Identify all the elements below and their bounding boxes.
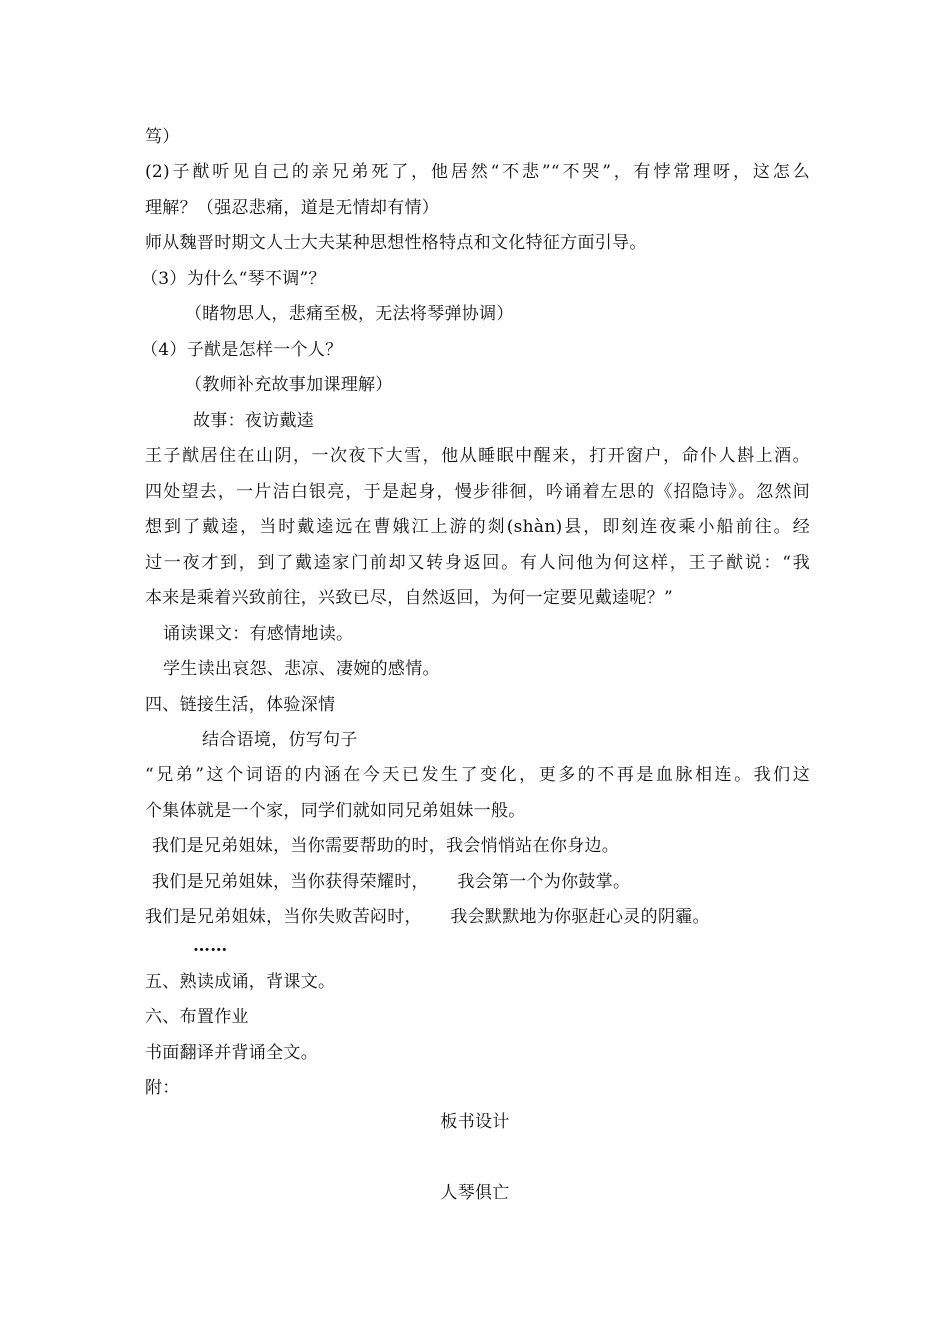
story-line: 本来是乘着兴致前往，兴致已尽，自然返回，为何一定要见戴逵呢？” (145, 588, 673, 608)
section-heading: 四、链接生活，体验深情 (145, 695, 336, 715)
answer-line: （睹物思人，悲痛至极，无法将琴弹协调） (185, 304, 514, 324)
story-line: 过一夜才到，到了戴逵家门前却又转身返回。有人问他为何这样，王子猷说：“我 (145, 553, 810, 573)
story-line: 四处望去，一片洁白银亮，于是起身，慢步徘徊，吟诵着左思的《招隐诗》。忽然间 (145, 482, 810, 502)
example-sentence: 我们是兄弟姐妹，当你需要帮助的时，我会悄悄站在你身边。 (152, 836, 620, 856)
board-design-title: 板书设计 (440, 1112, 510, 1132)
section-heading: 五、熟读成诵，背课文。 (145, 972, 336, 992)
story-title: 故事：夜访戴逵 (193, 411, 315, 431)
text-line: “兄弟”这个词语的内涵在今天已发生了变化，更多的不再是血脉相连。我们这 (145, 765, 810, 785)
text-line: 笃） (145, 127, 180, 147)
section-heading: 六、布置作业 (145, 1007, 249, 1027)
example-sentence: 我们是兄弟姐妹，当你失败苦闷时， 我会默默地为你驱赶心灵的阴霾。 (145, 907, 710, 927)
appendix-label: 附： (145, 1078, 180, 1098)
text-line: 诵读课文：有感情地读。 (163, 624, 354, 644)
text-line: 理解？（强忍悲痛，道是无情却有情） (145, 198, 440, 218)
text-line: 个集体就是一个家，同学们就如同兄弟姐妹一般。 (145, 801, 526, 821)
story-line: 想到了戴逵，当时戴逵远在曹娥江上游的剡(shàn)县，即刻连夜乘小船前往。经 (145, 517, 810, 537)
text-line: (2)子猷听见自己的亲兄弟死了，他居然“不悲”“不哭”，有悖常理呀，这怎么 (145, 162, 810, 182)
board-title: 人琴俱亡 (440, 1183, 510, 1203)
text-line: 学生读出哀怨、悲凉、凄婉的感情。 (163, 659, 440, 679)
story-line: 王子猷居住在山阴，一次夜下大雪，他从睡眠中醒来，打开窗户，命仆人斟上酒。 (145, 446, 810, 466)
text-line: 结合语境，仿写句子 (202, 730, 358, 750)
question-heading: （4）子猷是怎样一个人？ (141, 340, 343, 360)
example-sentence: 我们是兄弟姐妹，当你获得荣耀时， 我会第一个为你鼓掌。 (152, 872, 631, 892)
text-line: 师从魏晋时期文人士大夫某种思想性格特点和文化特征方面引导。 (145, 233, 647, 253)
question-heading: （3）为什么“琴不调”？ (141, 269, 326, 289)
answer-line: （教师补充故事加课理解） (185, 375, 393, 395)
text-line: 书面翻译并背诵全文。 (145, 1043, 318, 1063)
ellipsis: …… (193, 936, 228, 956)
